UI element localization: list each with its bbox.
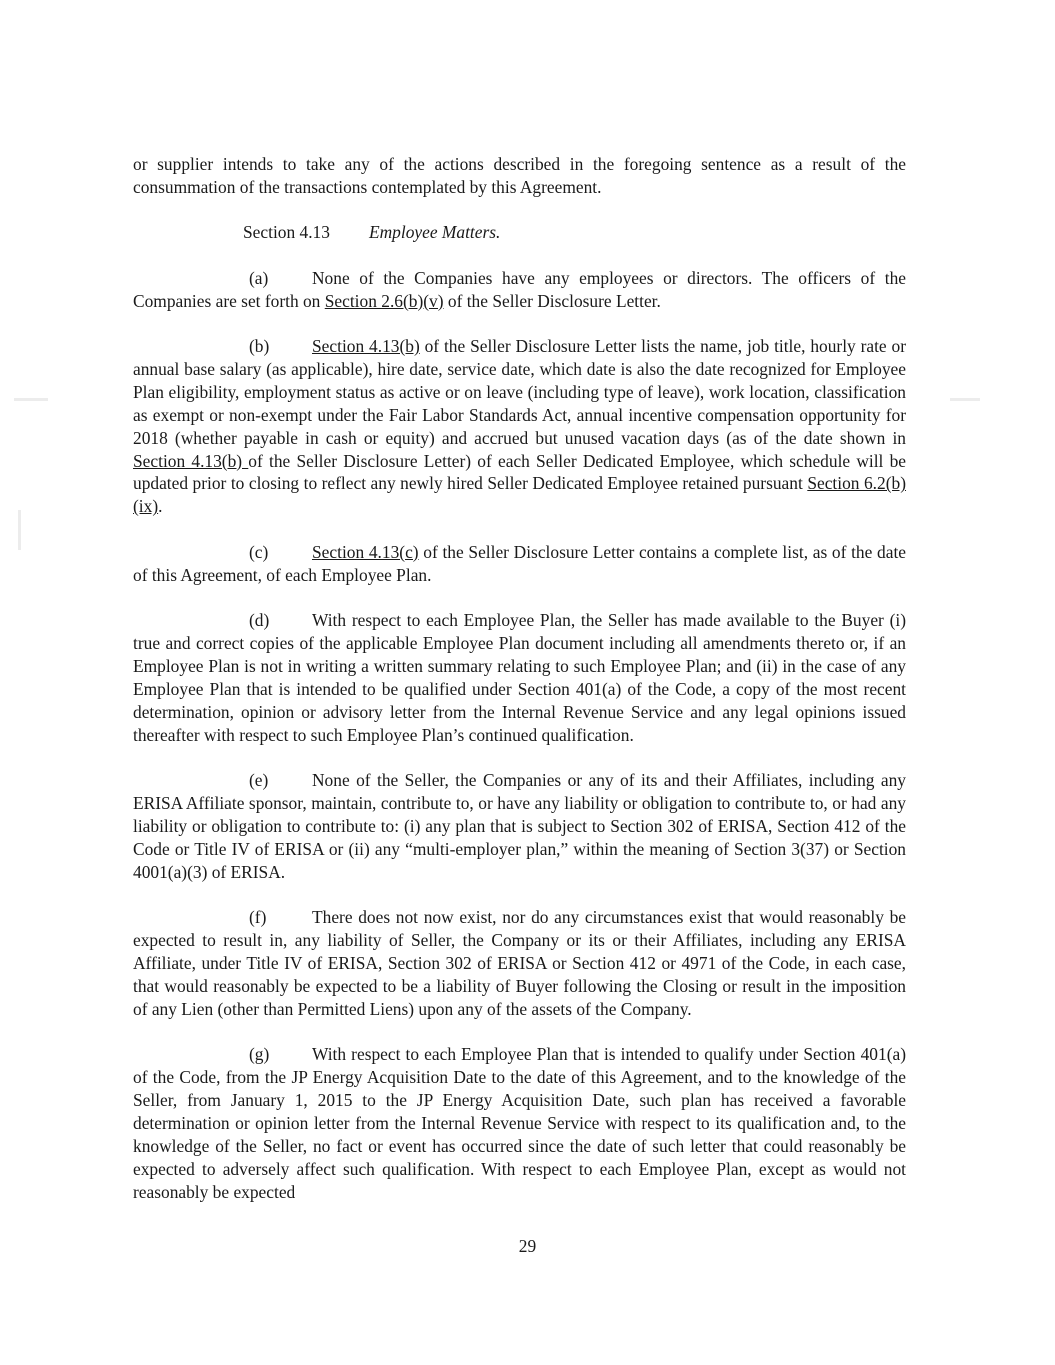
paragraph-g: (g) With respect to each Employee Plan that is intended to qualify under Section 401(a) of the Code, from the JP Energy Acquisition Date to the date of this Agreement, and to the knowledge of the Seller, from January 1, 2015 to the JP Energy Acquisition Date, such plan has received a favorable determination or opinion letter from the Internal Revenue Service with respect to its qualification and, to the knowledge of the Seller, no fact or event has occurred since the date of such letter that could reasonably be expected to adversely affect such qualification. With respect to each Employee Plan, except as would not reasonably be expected xyxy=(133,1044,906,1202)
paragraph-a: (a) None of the Companies have any employees or directors. The officers of the Companies are set forth on Section 2.6(b)(v) of the Seller Disclosure Letter. xyxy=(133,267,906,311)
section-number: Section 4.13 xyxy=(243,222,330,243)
section-reference: Section 4.13(b) xyxy=(133,450,249,471)
opening-paragraph: or supplier intends to take any of the actions described in the foregoing sentence as a result of the consummation of the transactions contemplated by this Agreement. xyxy=(133,154,906,197)
paragraph-label: (f) xyxy=(249,907,267,928)
paragraph-label: (c) xyxy=(249,541,269,562)
section-heading xyxy=(133,221,906,244)
paragraph-label: (e) xyxy=(249,770,269,791)
section-title: Employee Matters. xyxy=(369,222,501,243)
paragraph-b: (b) Section 4.13(b) of the Seller Disclosure Letter lists the name, job title, hourly rate or annual base salary (as applicable), hire date, service date, which date is also the date recognized for Employee Plan eligibility, employment status as active or on leave (including type of leave), work location, classification as exempt or non-exempt under the Fair Labor Standards Act, annual incentive compensation opportunity for 2018 (whether payable in cash or equity) and accrued but unused vacation days (as of the date shown in Section 4.13(b) of the Seller Disclosure Letter) of each Seller Dedicated Employee, which schedule will be updated prior to closing to reflect any newly hired Seller Dedicated Employee retained pursuant Section 6.2(b)(ix). xyxy=(133,336,906,517)
section-reference: Section 6.2(b)(ix) xyxy=(133,473,906,517)
paragraph-d: (d) With respect to each Employee Plan, the Seller has made available to the Buyer (i) true and correct copies of the applicable Employee Plan document including all amendments thereto or, if an Employee Plan is not in writing a written summary relating to such Employee Plan; and (ii) in the case of any Employee Plan that is intended to be qualified under Section 401(a) of the Code, a copy of the most recent determination, opinion or advisory letter from the Internal Revenue Service and any legal opinions issued thereafter with respect to such Employee Plan’s continued qualification. xyxy=(133,610,906,745)
paragraph-label: (d) xyxy=(249,610,270,631)
paragraph-f: (f) There does not now exist, nor do any circumstances exist that would reasonably be expected to result in, any liability of Seller, the Company or its or their Affiliates, including any ERISA Affiliate, under Title IV of ERISA, Section 302 of ERISA or Section 412 or 4971 of the Code, in each case, that would reasonably be expected to be a liability of Buyer following the Closing or result in the imposition of any Lien (other than Permitted Liens) upon any of the assets of the Company. xyxy=(133,907,906,1019)
paragraph-label: (g) xyxy=(249,1044,270,1065)
paragraph-label: (b) xyxy=(249,336,270,357)
scan-artifact xyxy=(18,510,21,550)
section-reference: Section 4.13(b) xyxy=(312,336,420,357)
scan-artifact xyxy=(14,398,48,401)
document-body xyxy=(133,153,906,1203)
paragraph-c: (c) Section 4.13(c) of the Seller Disclosure Letter contains a complete list, as of the date of this Agreement, of each Employee Plan. xyxy=(133,541,906,585)
section-reference: Section 4.13(c) xyxy=(312,541,419,562)
section-reference: Section 2.6(b)(v) xyxy=(324,290,444,311)
scan-artifact xyxy=(950,398,980,401)
page-number: 29 xyxy=(518,1236,537,1256)
paragraph-label: (a) xyxy=(249,267,269,288)
paragraph-e: (e) None of the Seller, the Companies or any of its and their Affiliates, including any ERISA Affiliate sponsor, maintain, contribute to, or have any liability or obligation to contribute to, or had any liability or obligation to contribute to: (i) any plan that is subject to Section 302 of ERISA, Section 412 of the Code or Title IV of ERISA or (ii) any “multi-employer plan,” within the meaning of Section 3(37) or Section 4001(a)(3) of ERISA. xyxy=(133,770,906,882)
